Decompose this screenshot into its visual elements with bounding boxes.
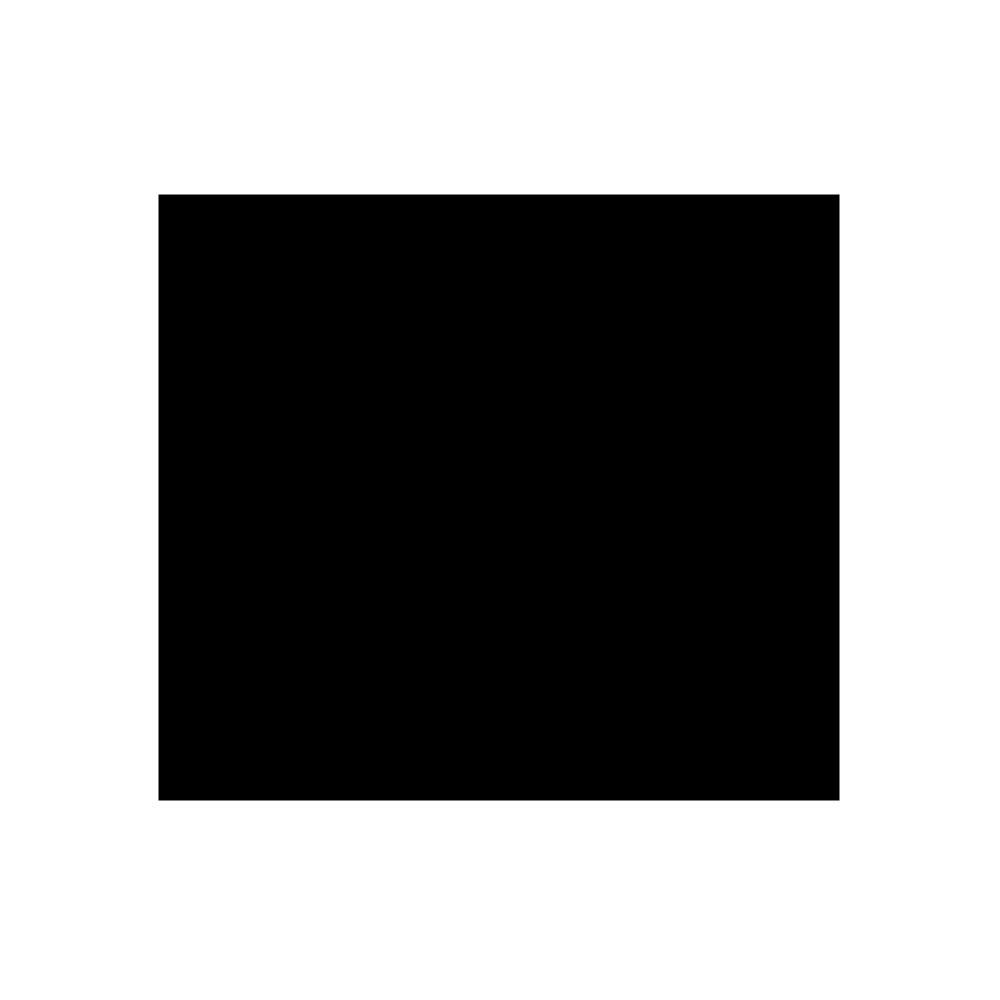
map-background	[159, 195, 839, 800]
